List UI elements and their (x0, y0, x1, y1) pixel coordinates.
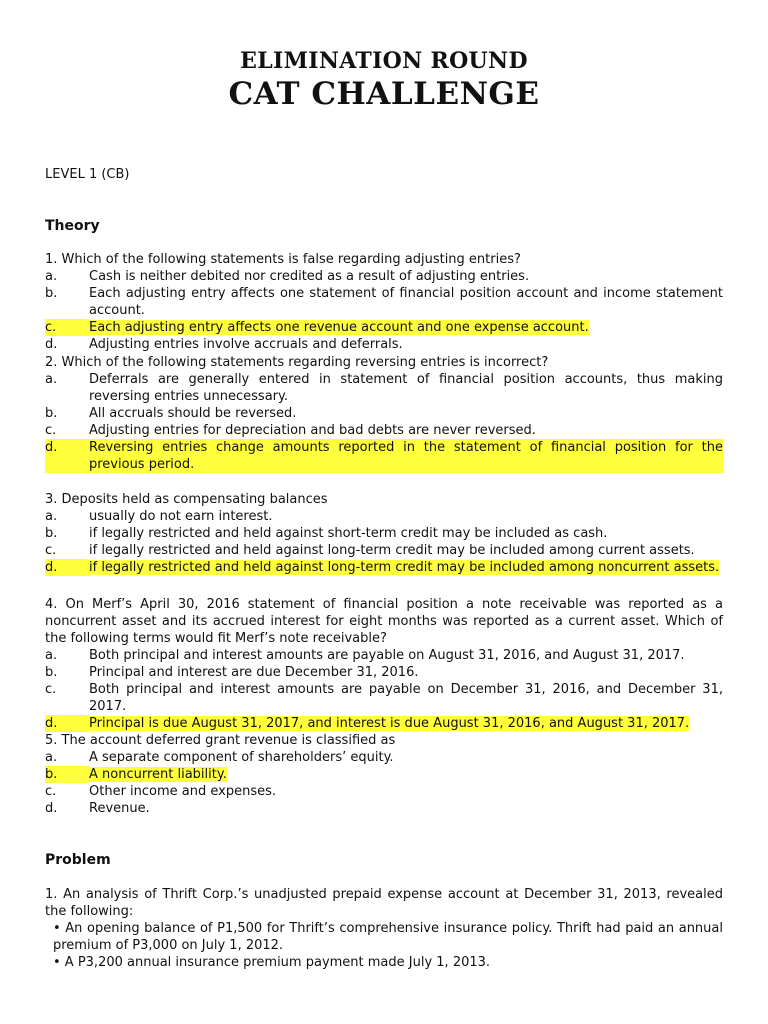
question-stem: 4. On Merf’s April 30, 2016 statement of financial position a note receivable was reported as a noncurrent asset and its accrued interest for eight months was reported as a current asset. Which of the following terms would fit Merf’s note receivable? (45, 597, 723, 646)
option-a[interactable]: a. Cash is neither debited nor credited as a result of adjusting entries. (45, 269, 530, 284)
option-d-highlighted[interactable]: d. Principal is due August 31, 2017, and interest is due August 31, 2016, and August 31, 2017. (45, 716, 690, 731)
level-label: LEVEL 1 (CB) (45, 167, 130, 182)
option-a[interactable]: a. Both principal and interest amounts are payable on August 31, 2016, and August 31, 2017. (45, 648, 685, 663)
option-b[interactable]: b. if legally restricted and held against short-term credit may be included as cash. (45, 526, 608, 541)
option-a[interactable]: a. Deferrals are generally entered in statement of financial position accounts, thus making reversing entries unnecessary. (45, 372, 723, 404)
option-a[interactable]: a. A separate component of shareholders’ equity. (45, 750, 394, 765)
problem-question-1 (45, 886, 723, 971)
question-stem: 1. Which of the following statements is false regarding adjusting entries? (45, 252, 521, 267)
problem-stem: 1. An analysis of Thrift Corp.’s unadjusted prepaid expense account at December 31, 2013, revealed the following: (45, 887, 723, 919)
option-b-highlighted[interactable]: b. A noncurrent liability. (45, 767, 227, 782)
problem-bullet: • A P3,200 annual insurance premium payment made July 1, 2013. (53, 955, 491, 970)
theory-question-5 (45, 732, 723, 817)
option-d[interactable]: d. Revenue. (45, 801, 150, 816)
theory-question-4 (45, 596, 723, 732)
theory-question-2 (45, 354, 723, 473)
question-stem: 3. Deposits held as compensating balances (45, 492, 328, 507)
theory-question-3 (45, 491, 723, 576)
option-c[interactable]: c. Other income and expenses. (45, 784, 277, 799)
option-b[interactable]: b. Each adjusting entry affects one statement of financial position account and income statement account. (45, 286, 723, 318)
theory-heading: Theory (45, 218, 100, 234)
option-c[interactable]: c. if legally restricted and held against long-term credit may be included among current assets. (45, 543, 695, 558)
question-stem: 5. The account deferred grant revenue is classified as (45, 733, 396, 748)
option-d-highlighted[interactable]: d. Reversing entries change amounts reported in the statement of financial position for the previous period. (45, 440, 723, 472)
option-d-highlighted[interactable]: d. if legally restricted and held against long-term credit may be included among noncurrent assets. (45, 560, 720, 575)
option-c-highlighted[interactable]: c. Each adjusting entry affects one revenue account and one expense account. (45, 320, 589, 335)
option-b[interactable]: b. All accruals should be reversed. (45, 406, 297, 421)
question-stem: 2. Which of the following statements regarding reversing entries is incorrect? (45, 355, 549, 370)
document-title-line1: ELIMINATION ROUND (240, 48, 528, 74)
document-title-line2: CAT CHALLENGE (228, 76, 540, 112)
problem-heading: Problem (45, 852, 111, 868)
option-a[interactable]: a. usually do not earn interest. (45, 509, 273, 524)
option-c[interactable]: c. Adjusting entries for depreciation and bad debts are never reversed. (45, 423, 536, 438)
option-b[interactable]: b. Principal and interest are due December 31, 2016. (45, 665, 419, 680)
option-c[interactable]: c. Both principal and interest amounts are payable on December 31, 2016, and December 31, 2017. (45, 682, 723, 714)
option-d[interactable]: d. Adjusting entries involve accruals and deferrals. (45, 337, 403, 352)
problem-bullet: • An opening balance of P1,500 for Thrift’s comprehensive insurance policy. Thrift had paid an annual premium of P3,000 on July 1, 2012. (53, 921, 723, 953)
theory-question-1 (45, 251, 723, 353)
